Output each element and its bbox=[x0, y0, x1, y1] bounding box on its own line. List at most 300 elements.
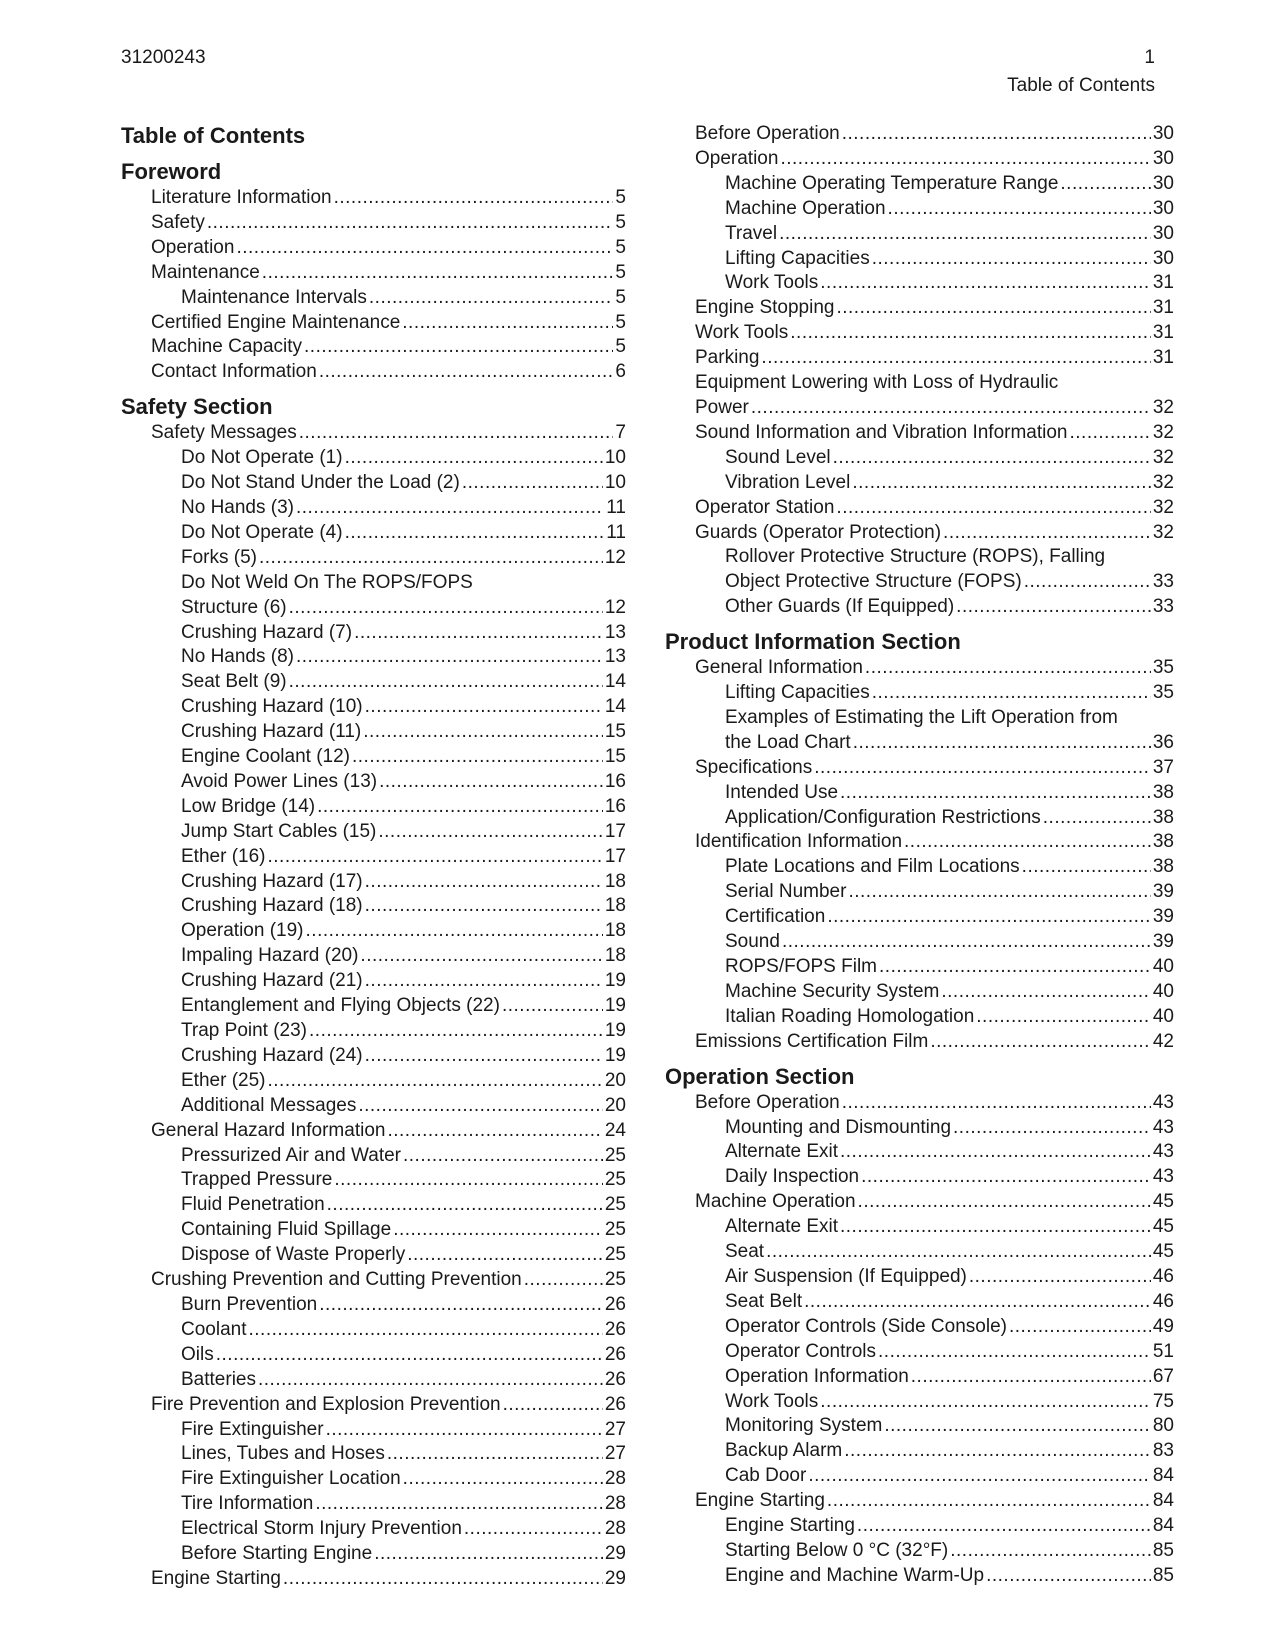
toc-entry[interactable] bbox=[665, 955, 1174, 980]
toc-entry-line: Rollover Protective Structure (ROPS), Falling bbox=[725, 546, 1106, 568]
toc-entry-page: 19 bbox=[604, 995, 626, 1017]
toc-entry[interactable] bbox=[121, 894, 626, 919]
dot-leader bbox=[462, 471, 603, 496]
toc-entry[interactable] bbox=[665, 595, 1174, 620]
toc-left-column bbox=[121, 122, 626, 1592]
toc-entry-page: 5 bbox=[615, 311, 626, 333]
dot-leader bbox=[1060, 172, 1150, 197]
toc-entry-page: 35 bbox=[1152, 657, 1174, 679]
toc-entry-text: Power bbox=[695, 396, 749, 418]
toc-entry[interactable] bbox=[665, 446, 1174, 471]
toc-entry-text: Machine Operation bbox=[695, 1191, 856, 1213]
dot-leader bbox=[299, 421, 614, 446]
toc-entry[interactable] bbox=[665, 1414, 1174, 1439]
toc-entry-page: 43 bbox=[1152, 1166, 1174, 1188]
toc-entry[interactable] bbox=[665, 1315, 1174, 1340]
dot-leader bbox=[836, 496, 1150, 521]
toc-entry[interactable] bbox=[665, 172, 1174, 197]
toc-entry-page: 18 bbox=[604, 920, 626, 942]
dot-leader bbox=[363, 720, 603, 745]
toc-entry-page: 5 bbox=[615, 187, 626, 208]
toc-entry-text: Safety bbox=[151, 211, 205, 233]
toc-entry-page: 39 bbox=[1152, 931, 1174, 953]
toc-entry-page: 30 bbox=[1152, 197, 1174, 219]
dot-leader bbox=[1022, 855, 1151, 880]
dot-leader bbox=[262, 261, 614, 286]
toc-entry[interactable] bbox=[665, 656, 1174, 681]
dot-leader bbox=[879, 955, 1151, 980]
toc-entry[interactable] bbox=[665, 421, 1174, 446]
toc-entry-page: 30 bbox=[1152, 222, 1174, 244]
page-number: 1 bbox=[1144, 47, 1155, 68]
toc-entry[interactable] bbox=[665, 806, 1174, 831]
toc-entry[interactable] bbox=[121, 1418, 626, 1443]
toc-entry[interactable] bbox=[121, 820, 626, 845]
toc-entry-text: Daily Inspection bbox=[725, 1166, 860, 1188]
toc-entry-page: 32 bbox=[1152, 446, 1174, 468]
toc-entry-text: Alternate Exit bbox=[725, 1141, 838, 1163]
dot-leader bbox=[407, 1243, 603, 1268]
toc-entry[interactable] bbox=[121, 1467, 626, 1492]
toc-entry-text: No Hands (3) bbox=[181, 496, 294, 518]
toc-entry[interactable] bbox=[665, 880, 1174, 905]
dot-leader bbox=[283, 1567, 603, 1592]
toc-entry[interactable] bbox=[665, 321, 1174, 346]
toc-entry[interactable] bbox=[665, 681, 1174, 706]
toc-entry-page: 25 bbox=[604, 1169, 626, 1191]
toc-entry[interactable] bbox=[665, 122, 1174, 147]
toc-entry-text: Avoid Power Lines (13) bbox=[181, 770, 378, 792]
toc-entry[interactable] bbox=[665, 1365, 1174, 1390]
toc-entry-page: 45 bbox=[1152, 1216, 1174, 1238]
toc-entry[interactable] bbox=[121, 211, 626, 236]
toc-entry[interactable] bbox=[665, 1265, 1174, 1290]
toc-entry-text: Sound bbox=[725, 931, 780, 953]
toc-entry-text: Coolant bbox=[181, 1318, 247, 1340]
toc-entry-page: 15 bbox=[604, 746, 626, 768]
toc-entry-text: Crushing Hazard (21) bbox=[181, 970, 363, 992]
toc-entry-text: Other Guards (If Equipped) bbox=[725, 596, 955, 618]
dot-leader bbox=[820, 1390, 1151, 1415]
toc-entry[interactable] bbox=[665, 1390, 1174, 1415]
toc-entry[interactable] bbox=[665, 1489, 1174, 1514]
dot-leader bbox=[317, 795, 603, 820]
dot-leader bbox=[267, 1069, 602, 1094]
dot-leader bbox=[365, 894, 603, 919]
dot-leader bbox=[354, 621, 603, 646]
dot-leader bbox=[360, 944, 602, 969]
toc-entry-text: Vibration Level bbox=[725, 471, 851, 493]
toc-entry[interactable] bbox=[665, 930, 1174, 955]
toc-entry-text: Do Not Stand Under the Load (2) bbox=[181, 472, 460, 494]
toc-entry[interactable] bbox=[121, 795, 626, 820]
dot-leader bbox=[319, 360, 614, 385]
dot-leader bbox=[502, 994, 603, 1019]
toc-entry-text: Crushing Hazard (10) bbox=[181, 696, 363, 718]
toc-entry-text: Monitoring System bbox=[725, 1415, 883, 1437]
toc-entry-page: 43 bbox=[1152, 1141, 1174, 1163]
dot-leader bbox=[766, 1240, 1151, 1265]
toc-entry-text: Sound Information and Vibration Information bbox=[695, 421, 1068, 443]
toc-entry-page: 83 bbox=[1152, 1440, 1174, 1462]
toc-entry-page: 38 bbox=[1152, 831, 1174, 853]
toc-entry-wrapped[interactable] bbox=[665, 371, 1174, 421]
toc-entry[interactable] bbox=[665, 1539, 1174, 1564]
toc-entry[interactable] bbox=[121, 944, 626, 969]
toc-entry-text: Seat Belt bbox=[725, 1290, 803, 1312]
toc-entry[interactable] bbox=[665, 1240, 1174, 1265]
toc-entry-text: Identification Information bbox=[695, 831, 903, 853]
toc-entry-page: 38 bbox=[1152, 856, 1174, 878]
dot-leader bbox=[1024, 570, 1151, 595]
section-heading-safety: Safety Section bbox=[121, 394, 273, 420]
dot-leader bbox=[393, 1218, 603, 1243]
toc-entry-wrapped[interactable] bbox=[121, 571, 626, 621]
toc-entry-page: 33 bbox=[1152, 571, 1174, 593]
toc-entry-page: 13 bbox=[604, 621, 626, 643]
toc-entry[interactable] bbox=[665, 855, 1174, 880]
dot-leader bbox=[884, 1414, 1151, 1439]
toc-entry[interactable] bbox=[121, 1019, 626, 1044]
toc-entry[interactable] bbox=[665, 197, 1174, 222]
dot-leader bbox=[345, 446, 603, 471]
dot-leader bbox=[249, 1318, 603, 1343]
toc-entry[interactable] bbox=[121, 286, 626, 311]
toc-entry[interactable] bbox=[665, 1005, 1174, 1030]
toc-entry[interactable] bbox=[665, 247, 1174, 272]
toc-entry-page: 10 bbox=[604, 472, 626, 494]
toc-entry[interactable] bbox=[121, 1567, 626, 1592]
dot-leader bbox=[950, 1539, 1151, 1564]
dot-leader bbox=[365, 695, 603, 720]
toc-entry-page: 31 bbox=[1152, 272, 1174, 294]
toc-entry-text: Dispose of Waste Properly bbox=[181, 1244, 406, 1266]
toc-entry[interactable] bbox=[665, 1190, 1174, 1215]
toc-entry[interactable] bbox=[665, 781, 1174, 806]
toc-entry[interactable] bbox=[121, 546, 626, 571]
toc-entry-text: Electrical Storm Injury Prevention bbox=[181, 1518, 462, 1540]
toc-entry[interactable] bbox=[665, 222, 1174, 247]
toc-entry[interactable] bbox=[121, 1368, 626, 1393]
toc-entry[interactable] bbox=[121, 1517, 626, 1542]
dot-leader bbox=[911, 1365, 1151, 1390]
toc-entry-page: 40 bbox=[1152, 956, 1174, 977]
toc-entry[interactable] bbox=[121, 770, 626, 795]
toc-entry[interactable] bbox=[121, 845, 626, 870]
toc-entry-page: 12 bbox=[604, 546, 626, 568]
toc-entry-text: Machine Security System bbox=[725, 980, 940, 1002]
doc-number: 31200243 bbox=[121, 47, 206, 68]
dot-leader bbox=[941, 980, 1151, 1005]
toc-entry-line: Equipment Lowering with Loss of Hydraulic bbox=[695, 372, 1059, 394]
dot-leader bbox=[296, 645, 603, 670]
toc-entry[interactable] bbox=[121, 1193, 626, 1218]
toc-entry[interactable] bbox=[121, 994, 626, 1019]
toc-entry[interactable] bbox=[121, 1168, 626, 1193]
toc-entry-page: 29 bbox=[604, 1567, 626, 1589]
dot-leader bbox=[387, 1119, 602, 1144]
section-heading-foreword: Foreword bbox=[121, 159, 222, 184]
toc-entry[interactable] bbox=[665, 1091, 1174, 1116]
toc-entry[interactable] bbox=[121, 446, 626, 471]
dot-leader bbox=[782, 930, 1151, 955]
toc-entry[interactable] bbox=[121, 745, 626, 770]
toc-entry[interactable] bbox=[121, 1069, 626, 1094]
dot-leader bbox=[365, 1044, 603, 1069]
toc-entry-page: 26 bbox=[604, 1368, 626, 1390]
toc-group bbox=[121, 186, 626, 385]
toc-entry[interactable] bbox=[665, 1165, 1174, 1190]
toc-entry-text: Travel bbox=[725, 222, 778, 244]
toc-entry[interactable] bbox=[121, 1293, 626, 1318]
dot-leader bbox=[334, 1168, 602, 1193]
toc-entry-page: 25 bbox=[604, 1219, 626, 1241]
toc-entry-page: 27 bbox=[604, 1443, 626, 1465]
dot-leader bbox=[387, 1442, 603, 1467]
toc-entry-page: 45 bbox=[1152, 1191, 1174, 1213]
toc-entry[interactable] bbox=[121, 720, 626, 745]
toc-entry-text: Impaling Hazard (20) bbox=[181, 945, 359, 967]
dot-leader bbox=[259, 546, 603, 571]
toc-entry[interactable] bbox=[665, 1215, 1174, 1240]
section-heading-product-information: Product Information Section bbox=[665, 629, 961, 655]
toc-entry[interactable] bbox=[121, 496, 626, 521]
dot-leader bbox=[780, 147, 1150, 172]
toc-entry-text: Operation Information bbox=[725, 1365, 909, 1387]
toc-entry-text: Additional Messages bbox=[181, 1094, 357, 1116]
toc-entry[interactable] bbox=[665, 830, 1174, 855]
toc-entry-text: Application/Configuration Restrictions bbox=[725, 806, 1041, 828]
toc-entry[interactable] bbox=[121, 645, 626, 670]
toc-entry-page: 40 bbox=[1152, 1005, 1174, 1027]
dot-leader bbox=[289, 670, 603, 695]
toc-entry-page: 16 bbox=[604, 770, 626, 792]
dot-leader bbox=[402, 311, 613, 336]
toc-group bbox=[665, 122, 1174, 371]
toc-entry-page: 35 bbox=[1152, 682, 1174, 704]
toc-entry-wrapped[interactable] bbox=[665, 706, 1174, 756]
toc-entry-page: 24 bbox=[604, 1119, 626, 1141]
dot-leader bbox=[930, 1030, 1151, 1055]
toc-entry[interactable] bbox=[665, 756, 1174, 781]
toc-entry-text: Machine Capacity bbox=[151, 336, 303, 358]
toc-entry[interactable] bbox=[665, 147, 1174, 172]
toc-entry[interactable] bbox=[121, 1218, 626, 1243]
toc-entry-text: Machine Operation bbox=[725, 197, 886, 219]
toc-entry-text: Maintenance bbox=[151, 261, 260, 283]
toc-entry[interactable] bbox=[121, 236, 626, 261]
toc-entry-page: 15 bbox=[604, 721, 626, 743]
toc-entry[interactable] bbox=[121, 471, 626, 496]
toc-group bbox=[665, 656, 1174, 706]
toc-entry-text: Lines, Tubes and Hoses bbox=[181, 1443, 385, 1465]
toc-entry[interactable] bbox=[665, 1030, 1174, 1055]
toc-entry[interactable] bbox=[665, 980, 1174, 1005]
toc-entry-text: Containing Fluid Spillage bbox=[181, 1219, 392, 1241]
dot-leader bbox=[904, 830, 1151, 855]
toc-group bbox=[665, 595, 1174, 620]
toc-entry[interactable] bbox=[665, 1140, 1174, 1165]
toc-entry bbox=[181, 596, 626, 621]
dot-leader bbox=[976, 1005, 1151, 1030]
dot-leader bbox=[943, 521, 1151, 546]
toc-entry[interactable] bbox=[665, 1564, 1174, 1589]
toc-entry-text: Do Not Operate (1) bbox=[181, 447, 343, 469]
toc-entry[interactable] bbox=[665, 905, 1174, 930]
dot-leader bbox=[844, 1439, 1151, 1464]
toc-entry-page: 5 bbox=[615, 261, 626, 283]
toc-entry[interactable] bbox=[121, 919, 626, 944]
toc-entry-page: 20 bbox=[604, 1069, 626, 1091]
toc-entry[interactable] bbox=[665, 521, 1174, 546]
toc-entry-page: 10 bbox=[604, 447, 626, 469]
toc-entry[interactable] bbox=[121, 311, 626, 336]
dot-leader bbox=[258, 1368, 603, 1393]
dot-leader bbox=[309, 1019, 603, 1044]
toc-entry[interactable] bbox=[121, 1144, 626, 1169]
toc-entry-text: Seat bbox=[725, 1241, 765, 1263]
dot-leader bbox=[319, 1293, 603, 1318]
toc-entry-text: Starting Below 0 °C (32°F) bbox=[725, 1539, 949, 1561]
toc-entry[interactable] bbox=[121, 670, 626, 695]
dot-leader bbox=[853, 731, 1151, 756]
toc-entry-text: Burn Prevention bbox=[181, 1293, 318, 1315]
toc-entry-page: 27 bbox=[604, 1418, 626, 1440]
toc-entry[interactable] bbox=[121, 969, 626, 994]
dot-leader bbox=[827, 905, 1151, 930]
toc-entry-page: 80 bbox=[1152, 1415, 1174, 1437]
toc-entry-page: 32 bbox=[1152, 496, 1174, 518]
toc-entry bbox=[725, 570, 1174, 595]
toc-entry-text: Before Operation bbox=[695, 1091, 840, 1113]
dot-leader bbox=[378, 820, 603, 845]
toc-entry[interactable] bbox=[121, 1119, 626, 1144]
toc-entry-text: Operator Controls (Side Console) bbox=[725, 1315, 1007, 1337]
toc-entry-page: 12 bbox=[604, 596, 626, 618]
toc-entry-page: 18 bbox=[604, 870, 626, 892]
dot-leader bbox=[345, 521, 605, 546]
toc-entry[interactable] bbox=[121, 695, 626, 720]
toc-entry-page: 49 bbox=[1152, 1315, 1174, 1337]
toc-entry-text: Oils bbox=[181, 1343, 214, 1365]
dot-leader bbox=[840, 1140, 1151, 1165]
toc-entry[interactable] bbox=[665, 271, 1174, 296]
toc-entry-page: 32 bbox=[1152, 521, 1174, 543]
toc-entry-text: Engine Starting bbox=[725, 1515, 855, 1537]
toc-entry[interactable] bbox=[121, 1094, 626, 1119]
dot-leader bbox=[969, 1265, 1151, 1290]
dot-leader bbox=[524, 1268, 603, 1293]
toc-entry[interactable] bbox=[121, 870, 626, 895]
toc-entry[interactable] bbox=[121, 621, 626, 646]
dot-leader bbox=[464, 1517, 603, 1542]
toc-entry-text: Sound Level bbox=[725, 446, 831, 468]
toc-entry[interactable] bbox=[665, 1116, 1174, 1141]
dot-leader bbox=[953, 1116, 1151, 1141]
toc-entry-page: 32 bbox=[1152, 421, 1174, 443]
toc-entry-page: 17 bbox=[604, 845, 626, 867]
toc-title: Table of Contents bbox=[121, 123, 306, 148]
toc-entry[interactable] bbox=[665, 1290, 1174, 1315]
toc-entry[interactable] bbox=[121, 186, 626, 211]
toc-entry-page: 11 bbox=[606, 496, 626, 518]
dot-leader bbox=[804, 1290, 1151, 1315]
dot-leader bbox=[833, 446, 1151, 471]
toc-entry-page: 46 bbox=[1152, 1290, 1174, 1312]
toc-entry-text: Backup Alarm bbox=[725, 1440, 843, 1462]
toc-entry-page: 43 bbox=[1152, 1116, 1174, 1138]
toc-entry[interactable] bbox=[121, 1318, 626, 1343]
toc-entry bbox=[725, 731, 1174, 756]
toc-entry[interactable] bbox=[121, 1542, 626, 1567]
toc-entry-text: Work Tools bbox=[695, 322, 789, 344]
toc-entry[interactable] bbox=[665, 1464, 1174, 1489]
toc-entry[interactable] bbox=[121, 1343, 626, 1368]
toc-entry-text: Safety Messages bbox=[151, 422, 297, 444]
toc-entry-page: 31 bbox=[1152, 322, 1174, 344]
toc-entry[interactable] bbox=[665, 471, 1174, 496]
toc-entry-page: 28 bbox=[604, 1518, 626, 1540]
toc-entry-page: 33 bbox=[1152, 596, 1174, 618]
dot-leader bbox=[848, 880, 1150, 905]
toc-entry[interactable] bbox=[665, 296, 1174, 321]
toc-entry[interactable] bbox=[665, 346, 1174, 371]
toc-entry-text: Italian Roading Homologation bbox=[725, 1005, 975, 1027]
toc-entry-page: 40 bbox=[1152, 980, 1174, 1002]
toc-entry-wrapped[interactable] bbox=[665, 545, 1174, 595]
dot-leader bbox=[403, 1467, 603, 1492]
toc-entry-page: 5 bbox=[615, 236, 626, 258]
toc-group bbox=[665, 421, 1174, 546]
toc-entry[interactable] bbox=[121, 1243, 626, 1268]
toc-entry[interactable] bbox=[665, 1514, 1174, 1539]
toc-entry[interactable] bbox=[121, 1393, 626, 1418]
toc-entry-page: 28 bbox=[604, 1493, 626, 1515]
toc-entry[interactable] bbox=[665, 496, 1174, 521]
toc-entry-text: Engine and Machine Warm-Up bbox=[725, 1564, 985, 1586]
toc-entry[interactable] bbox=[665, 1340, 1174, 1365]
toc-entry-page: 26 bbox=[604, 1343, 626, 1365]
toc-entry[interactable] bbox=[121, 521, 626, 546]
toc-entry[interactable] bbox=[121, 421, 626, 446]
toc-entry-text: ROPS/FOPS Film bbox=[725, 956, 878, 977]
toc-entry[interactable] bbox=[121, 261, 626, 286]
toc-entry[interactable] bbox=[121, 1492, 626, 1517]
toc-entry-page: 29 bbox=[604, 1543, 626, 1565]
toc-entry-text: General Hazard Information bbox=[151, 1119, 386, 1141]
toc-entry-text: No Hands (8) bbox=[181, 646, 294, 668]
toc-group bbox=[121, 621, 626, 1592]
toc-entry-text: Trapped Pressure bbox=[181, 1169, 333, 1191]
toc-entry[interactable] bbox=[121, 335, 626, 360]
toc-entry[interactable] bbox=[121, 1044, 626, 1069]
toc-entry[interactable] bbox=[121, 1442, 626, 1467]
toc-entry-text: Certification bbox=[725, 906, 826, 928]
dot-leader bbox=[865, 656, 1151, 681]
toc-entry-text: Before Starting Engine bbox=[181, 1543, 373, 1565]
toc-entry-page: 32 bbox=[1152, 471, 1174, 493]
dot-leader bbox=[888, 197, 1151, 222]
toc-entry[interactable] bbox=[121, 1268, 626, 1293]
toc-entry bbox=[695, 396, 1174, 421]
dot-leader bbox=[956, 595, 1151, 620]
toc-entry[interactable] bbox=[121, 360, 626, 385]
dot-leader bbox=[369, 286, 614, 311]
toc-entry[interactable] bbox=[665, 1439, 1174, 1464]
dot-leader bbox=[236, 236, 613, 261]
dot-leader bbox=[872, 247, 1151, 272]
toc-entry-page: 26 bbox=[604, 1393, 626, 1415]
